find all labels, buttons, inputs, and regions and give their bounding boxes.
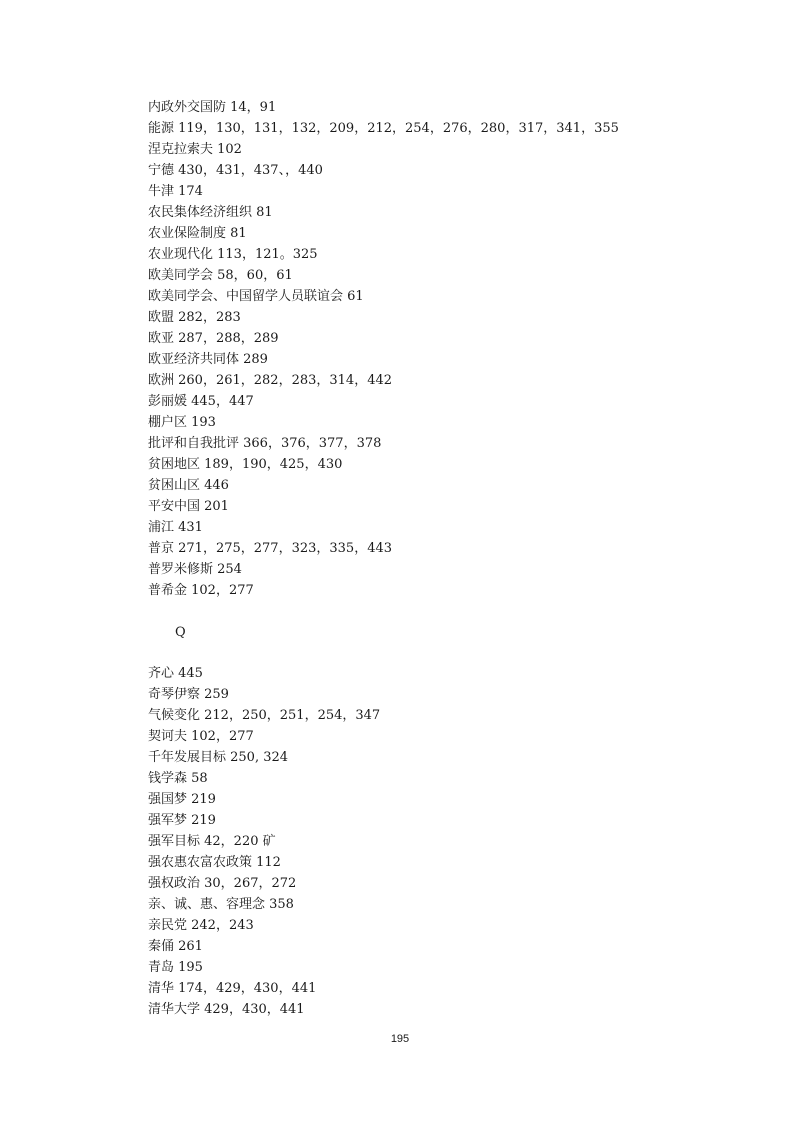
index-entry: 农业保险制度 81 [148,226,247,241]
index-entry: 能源 119，130，131，132，209，212，254，276，280，317，341，355 [148,121,619,136]
index-entry: 契诃夫 102，277 [148,729,254,744]
index-entries-q [148,663,380,1020]
index-entry: 亲、诚、惠、容理念 358 [148,897,294,912]
index-entry: 贫困山区 446 [148,478,229,493]
index-entry: 批评和自我批评 366，376，377，378 [148,436,382,451]
index-entry: 平安中国 201 [148,499,229,514]
index-entry: 齐心 445 [148,666,203,681]
index-entry: 千年发展目标 250, 324 [148,750,289,765]
index-entry: 普希金 102，277 [148,583,254,598]
index-entry: 欧美同学会、中国留学人员联谊会 61 [148,289,364,304]
index-entry: 强国梦 219 [148,792,216,807]
index-entry: 强军梦 219 [148,813,216,828]
index-entry: 奇琴伊察 259 [148,687,229,702]
index-entry: 清华大学 429，430，441 [148,1002,305,1017]
index-entry: 农民集体经济组织 81 [148,205,273,220]
index-entry: 普罗米修斯 254 [148,562,242,577]
index-entry: 清华 174，429，430，441 [148,981,317,996]
index-entry: 强军目标 42，220 矿 [148,834,276,849]
index-entry: 钱学森 58 [148,771,208,786]
index-entry: 牛津 174 [148,184,203,199]
index-entry: 贫困地区 189，190，425，430 [148,457,343,472]
section-letter-heading: Q [175,625,186,640]
index-entry: 棚户区 193 [148,415,216,430]
index-entry: 秦俑 261 [148,939,203,954]
index-entries-n-p [148,97,619,601]
index-entry: 浦江 431 [148,520,203,535]
index-entry: 内政外交国防 14，91 [148,100,277,115]
index-entry: 欧亚 287，288，289 [148,331,279,346]
index-entry: 宁德 430，431，437、，440 [148,163,323,178]
index-entry: 涅克拉索夫 102 [148,142,242,157]
index-entry: 强农惠农富农政策 112 [148,855,281,870]
page-number: 195 [390,1033,410,1045]
index-entry: 欧亚经济共同体 289 [148,352,268,367]
index-entry: 彭丽媛 445，447 [148,394,254,409]
index-entry: 强权政治 30，267，272 [148,876,297,891]
index-entry: 欧盟 282，283 [148,310,241,325]
index-entry: 亲民党 242，243 [148,918,254,933]
index-entry: 欧美同学会 58，60，61 [148,268,293,283]
index-entry: 欧洲 260，261，282，283，314，442 [148,373,393,388]
index-entry: 农业现代化 113，121。325 [148,247,318,262]
index-entry: 气候变化 212，250，251，254，347 [148,708,381,723]
index-entry: 青岛 195 [148,960,203,975]
index-entry: 普京 271，275，277，323，335，443 [148,541,393,556]
